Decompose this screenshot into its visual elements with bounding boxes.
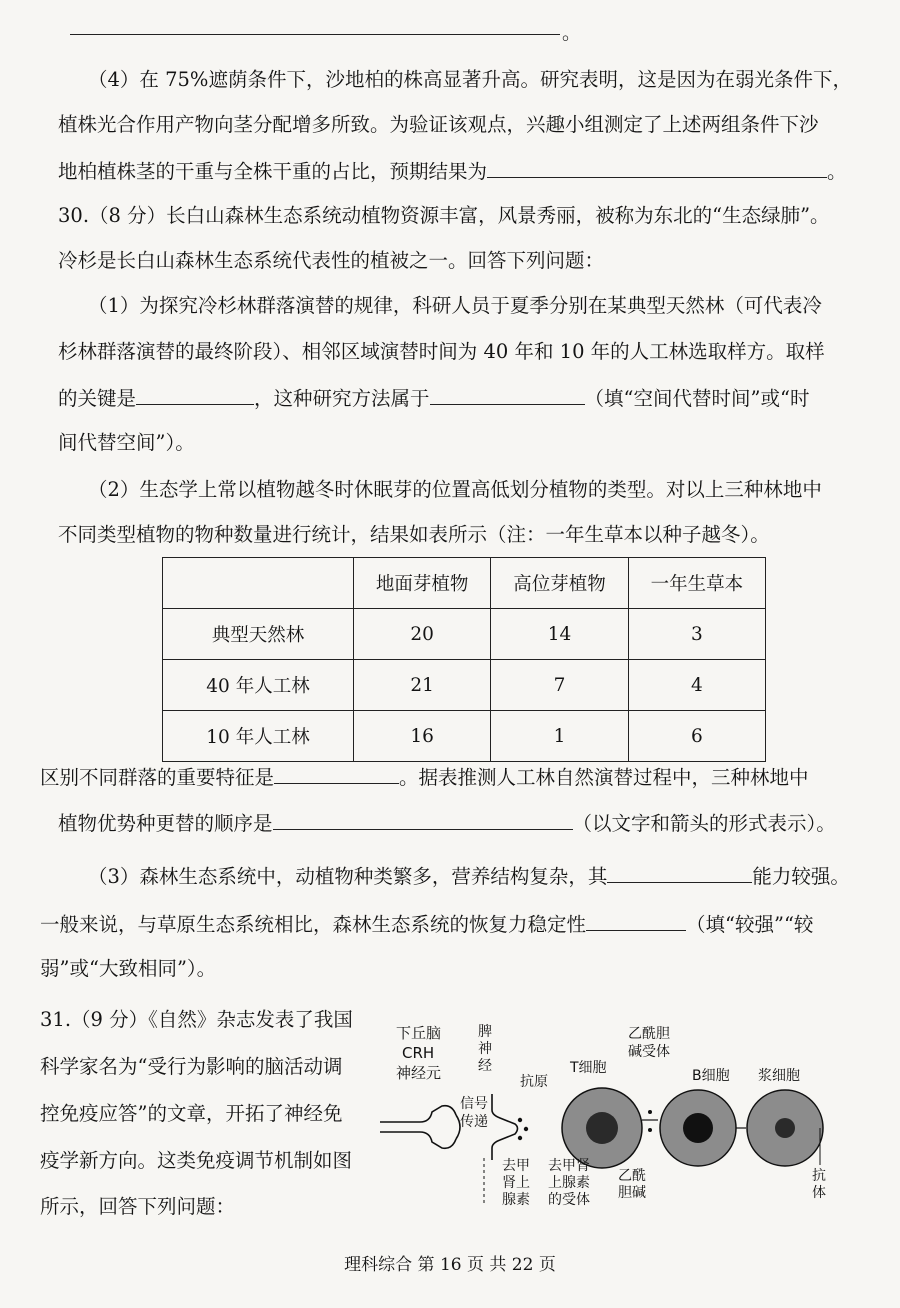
q30-1-line4: 间代替空间”）。 <box>58 431 195 454</box>
ne-label: 肾上 <box>502 1175 530 1191</box>
ne-label: 腺素 <box>502 1192 530 1208</box>
table-header-row <box>163 558 766 609</box>
table-row-label: 40 年人工林 <box>163 660 354 711</box>
ne-vesicle <box>518 1118 522 1122</box>
crh-label: CRH <box>402 1044 435 1062</box>
q30-2-after2 <box>58 809 836 838</box>
table-row-label: 10 年人工林 <box>163 711 354 762</box>
spleen-nerve-terminal <box>492 1094 518 1160</box>
table-cell: 6 <box>628 711 765 762</box>
q29-4-line2: 植株光合作用产物向茎分配增多所致。为验证该观点，兴趣小组测定了上述两组条件下沙 <box>58 113 819 136</box>
ach-vesicle <box>648 1128 652 1132</box>
table-cell: 14 <box>491 609 628 660</box>
table-cell: 20 <box>354 609 491 660</box>
q30-1-text-a: 的关键是 <box>58 387 137 410</box>
q30-1-text-c: （填“空间代替时间”或“时 <box>584 387 810 410</box>
plasma-cell-nucleus <box>775 1118 795 1138</box>
neuro-immune-diagram <box>380 1020 850 1220</box>
table-row <box>163 660 766 711</box>
ne-vesicle <box>524 1127 528 1131</box>
q30-3-text-a: （3）森林生态系统中，动植物种类繁多，营养结构复杂，其 <box>88 865 608 888</box>
table-cell: 4 <box>628 660 765 711</box>
q30-2-line2: 不同类型植物的物种数量进行统计，结果如表所示（注：一年生草本以种子越冬）。 <box>58 523 770 546</box>
q30-2-text-d: （以文字和箭头的形式表示）。 <box>572 812 836 835</box>
signal-label: 信号 <box>460 1096 488 1112</box>
answer-blank[interactable] <box>136 384 254 405</box>
q30-3-text-b: 能力较强。 <box>752 865 850 888</box>
table-cell: 21 <box>354 660 491 711</box>
q30-1-text-b: ，这种研究方法属于 <box>254 387 430 410</box>
answer-blank[interactable] <box>273 809 573 830</box>
ne-vesicle <box>518 1136 522 1140</box>
q31-line1: 31.（9 分）《自然》杂志发表了我国 <box>40 1008 353 1031</box>
page-footer: 理科综合 第 16 页 共 22 页 <box>344 1255 556 1275</box>
table-cell: 1 <box>491 711 628 762</box>
q31-line4: 疫学新方向。这类免疫调节机制如图 <box>40 1149 353 1172</box>
table-header: 地面芽植物 <box>354 558 491 609</box>
q30-2-line1: （2）生态学上常以植物越冬时休眠芽的位置高低划分植物的类型。对以上三种林地中 <box>88 478 822 501</box>
antibody-label: 体 <box>812 1185 826 1201</box>
ne-receptor-label: 上腺素 <box>548 1175 590 1191</box>
q31-line3: 控免疫应答”的文章，开拓了神经免 <box>40 1102 343 1125</box>
crh-label: 下丘脑 <box>396 1024 442 1042</box>
crh-label: 神经元 <box>396 1064 442 1082</box>
table-row <box>163 711 766 762</box>
ne-receptor-label: 去甲肾 <box>548 1158 590 1174</box>
answer-blank[interactable] <box>607 862 752 883</box>
q30-title: 30.（8 分）长白山森林生态系统动植物资源丰富，风景秀丽，被称为东北的“生态绿肺”。 <box>58 204 830 227</box>
spleen-nerve-label: 脾 <box>478 1024 492 1040</box>
q30-2-after1 <box>40 763 809 792</box>
signal-label: 传递 <box>460 1114 488 1130</box>
q29-4-line3-text: 地柏植株茎的干重与全株干重的占比，预期结果为 <box>58 160 488 183</box>
table-cell: 7 <box>491 660 628 711</box>
q30-1-line2: 杉林群落演替的最终阶段）、相邻区域演替时间为 40 年和 10 年的人工林选取样方。取样 <box>58 340 825 363</box>
q31-line5: 所示，回答下列问题： <box>40 1195 236 1218</box>
q30-3-text-d: （填“较强”“较 <box>686 913 814 936</box>
q30-2-text-b: 。据表推测人工林自然演替过程中，三种林地中 <box>399 766 809 789</box>
table-header: 高位芽植物 <box>491 558 628 609</box>
b-cell-label: B细胞 <box>692 1068 730 1084</box>
b-cell-nucleus <box>683 1113 713 1143</box>
plasma-cell-label: 浆细胞 <box>758 1068 800 1084</box>
period: 。 <box>827 160 847 183</box>
table-cell: 3 <box>628 609 765 660</box>
table-cell: 16 <box>354 711 491 762</box>
answer-blank[interactable] <box>586 910 686 931</box>
q30-intro: 冷杉是长白山森林生态系统代表性的植被之一。回答下列问题： <box>58 249 605 272</box>
answer-blank[interactable] <box>430 384 585 405</box>
t-cell-label: T细胞 <box>570 1060 607 1076</box>
answer-blank-top[interactable] <box>70 34 560 35</box>
ach-receptor-label: 碱受体 <box>628 1044 670 1060</box>
spleen-nerve-label: 经 <box>478 1058 492 1074</box>
answer-blank[interactable] <box>487 157 827 178</box>
q30-3-line3: 弱”或“大致相同”）。 <box>40 957 217 980</box>
table-header: 一年生草本 <box>628 558 765 609</box>
ne-label: 去甲 <box>502 1158 530 1174</box>
q30-1-line1: （1）为探究冷杉林群落演替的规律，科研人员于夏季分别在某典型天然林（可代表冷 <box>88 294 822 317</box>
antigen-label: 抗原 <box>520 1074 548 1090</box>
species-table <box>162 557 766 762</box>
antibody-label: 抗 <box>812 1168 826 1184</box>
period: 。 <box>562 22 582 44</box>
ach-vesicle <box>648 1110 652 1114</box>
q30-3-text-c: 一般来说，与草原生态系统相比，森林生态系统的恢复力稳定性 <box>40 913 587 936</box>
table-header-corner <box>163 558 354 609</box>
ach-label: 胆碱 <box>618 1185 646 1201</box>
q30-1-line3 <box>58 384 809 413</box>
t-cell-nucleus <box>586 1112 618 1144</box>
ach-label: 乙酰 <box>618 1168 646 1184</box>
table-row <box>163 609 766 660</box>
ach-receptor-label: 乙酰胆 <box>628 1026 670 1042</box>
spleen-nerve-label: 神 <box>478 1041 492 1057</box>
q31-line2: 科学家名为“受行为影响的脑活动调 <box>40 1055 343 1078</box>
q29-4-line3 <box>58 157 847 186</box>
neuron-axon <box>380 1132 456 1148</box>
q30-3-line1 <box>88 862 850 891</box>
ne-receptor-label: 的受体 <box>548 1192 590 1208</box>
q29-4-line1: （4）在 75%遮荫条件下，沙地柏的株高显著升高。研究表明，这是因为在弱光条件下， <box>88 68 852 91</box>
q30-2-text-a: 区别不同群落的重要特征是 <box>40 766 275 789</box>
q30-2-text-c: 植物优势种更替的顺序是 <box>58 812 273 835</box>
neuron-axon <box>380 1106 456 1122</box>
answer-blank[interactable] <box>274 763 399 784</box>
q30-3-line2 <box>40 910 813 939</box>
table-row-label: 典型天然林 <box>163 609 354 660</box>
